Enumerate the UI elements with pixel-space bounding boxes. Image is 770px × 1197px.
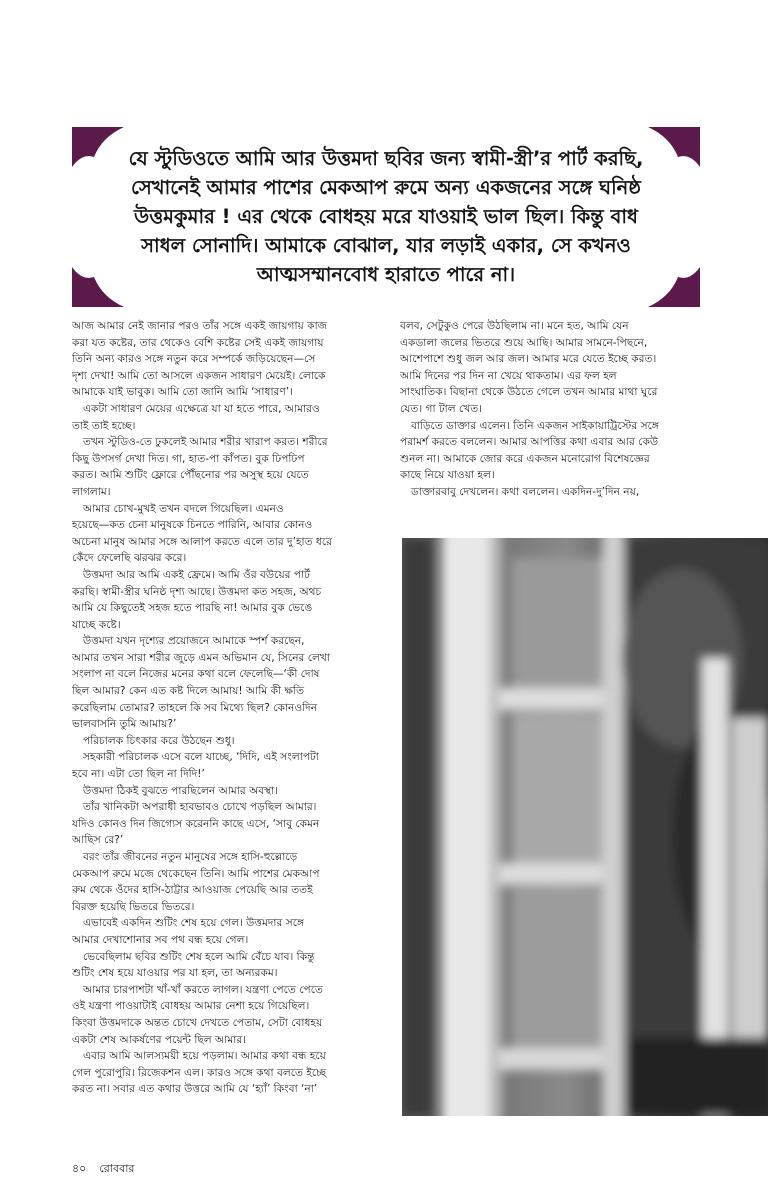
article-text-line: ভালবাসনি তুমি আমায়?’ [72,718,177,731]
article-text-line: ওই যন্ত্রণা পাওয়াটাই বোধহয় আমার নেশা হয়ে গিয়েছিল। [72,1000,310,1013]
article-text-line: আমার চারপাশটা খাঁ-খাঁ করতে লাগল। যন্ত্রণা পেতে পেতে [83,983,323,996]
article-text-line: আমার দেখাশোনার সব পথ বন্ধ হয়ে গেল। [72,933,249,946]
article-text-line: ভেবেছিলাম ছবির শুটিং শেষ হলে আমি বেঁচে যাব। কিন্তু [83,950,315,963]
article-text-line: তিনি অন্য কারও সঙ্গে নতুন করে সম্পর্কে জড়িয়েছেন—সে [72,353,316,366]
article-text-line: অচেনা মানুষ আমার সঙ্গে আলাপ করতে এলে তার দু’হাত ধরে [72,535,332,548]
article-text-line: পরিচালক চিৎকার করে উঠছেন শুধু। [83,734,235,747]
page-footer [72,1160,135,1179]
article-text-line: উত্তমদা যখন দৃশ্যের প্রয়োজনে আমাকে স্পর্শ করছেন, [83,635,305,648]
article-text-line: রুম থেকে ওঁদের হাসি-ঠাট্টার আওয়াজ পেয়েছি আর ততই [72,884,313,897]
article-text-line: করা যত কষ্টের, তার থেকেও বেশি কষ্টের সেই একই জায়গায় [72,336,324,349]
article-text-line: করত। আমি শুটিং ফ্লোরে পৌঁছনোর পর অসুস্থ হয়ে যেতে [72,469,309,482]
pull-quote-line: যে স্টুডিওতে আমি আর উত্তমদা ছবির জন্য স্বামী-স্ত্রী’র পার্ট করছি, [128,147,644,170]
article-text-line: আমাকে যাই ভাবুক। আমি তো জানি আমি ‘সাধারণ’। [72,386,293,399]
pull-quote-line: সাধল সোনাদি। আমাকে বোঝাল, যার লড়াই একার, সে কখনও [141,234,631,257]
article-text-line: সাংঘাতিক। বিছানা থেকে উঠতে গেলে তখন আমার মাথা ঘুরে [400,386,658,399]
article-text-line: তখন স্টুডিও-তে ঢুকলেই আমার শরীর খারাপ করত। শরীরে [83,436,328,449]
article-text-line: আজ আমার নেই জানার পরও তাঁর সঙ্গে একই জায়গায় কাজ [72,320,328,332]
article-column-left [72,318,392,1098]
article-text-line: হয়েছে—কত চেনা মানুষকে চিনতে পারিনি, আবার কোনও [72,519,313,532]
article-text-line: তাঁর খানিকটা অপরাধী হাবভাবও চোখে পড়ছিল আমার। [83,801,317,814]
article-text-line: আমার তখন সারা শরীর জুড়ে এমন অভিমান যে, সিনের লেখা [72,651,330,664]
article-text-line: পরামর্শ করতে বললেন। আমার আপত্তির কথা এবার আর কেউ [400,436,659,449]
article-text-line: কিংবা উত্তমদাকে অন্তত চোখে দেখতে পেতাম, সেটা বোধহয় [72,1016,323,1029]
article-text-line: গেল পুরোপুরি। রিজেকশন এল। কারও সঙ্গে কথা বলতে ইচ্ছে [72,1066,327,1079]
article-text-line: এভাবেই একদিন শুটিং শেষ হয়ে গেল। উত্তমদার সঙ্গে [83,917,304,930]
pull-quote-line: আত্মসম্মানবোধ হারাতে পারে না। [256,263,516,286]
page-number: ৪০ [72,1162,87,1175]
article-text-line: সংলাপ না বলে নিজের মনের কথা বলে ফেলেছি—‘কী দোষ [72,668,320,681]
article-text-line: আছিস রে?’ [72,834,124,847]
article-text-line: বলব, সেটুকুও পেরে উঠছিলাম না। মনে হত, আমি যেন [400,320,629,332]
article-text-line: একটা সাধারণ মেয়ের এক্ষেত্রে যা যা হতে পারে, আমারও [83,402,320,415]
article-text-line: বরং তাঁর জীবনের নতুন মানুষের সঙ্গে হাসি-হুল্লোড়ে [83,851,298,863]
article-text-line: বাড়িতে ডাক্তার এলেন। তিনি একজন সাইকায়াট্রিস্টের সঙ্গে [411,419,659,432]
article-text-line: ছিল আমার? কেন এত কষ্ট দিলে আমায়! আমি কী ক্ষতি [72,685,305,698]
article-text-line: শুনল না। আমাকে জোর করে একজন মনোরোগ বিশেষজ্ঞের [400,452,650,465]
article-text-line: উত্তমদা আর আমি একই ফ্রেমে। আমি ওঁর বউয়ের পার্ট [83,568,310,581]
article-text-line: করেছিলাম তোমার? তাহলে কি সব মিথ্যে ছিল? কোনওদিন [72,701,318,714]
article-text-line: আমি দিনের পর দিন না খেয়ে থাকতাম। এর ফল হল [400,369,617,382]
article-text-line: উত্তমদা ঠিকই বুঝতে পারছিলেন আমার অবস্থা। [83,784,279,797]
article-text-line: করছি। স্বামী-স্ত্রীর ঘনিষ্ঠ দৃশ্য আছে। উত্তমদা কত সহজ, অথচ [72,585,322,598]
article-text-line: যাচ্ছে কষ্টে। [72,618,121,631]
article-text-line: মেকআপ রুমে মজে থেকেছেন তিনি। আমি পাশের মেকআপ [72,867,320,880]
article-text-line: তাই তাই হচ্ছে। [72,419,136,432]
article-text-line: শুটিং শেষ হয়ে যাওয়ার পর যা হল, তা অন্যরকম। [72,967,278,980]
article-text-line: করত না। সবার এত কথার উত্তরে আমি যে ‘হ্যাঁ’ কিংবা ‘না’ [72,1083,318,1096]
article-text-line: কাছে নিয়ে যাওয়া হল। [400,469,495,482]
pull-quote-line: সেখানেই আমার পাশের মেকআপ রুমে অন্য একজনের সঙ্গে ঘনিষ্ঠ [130,176,642,199]
article-text-line: একডালা জলের ভিতরে শুয়ে আছি। আমার সামনে-পিছনে, [400,336,648,349]
article-text-line: দৃশ্য দেখা! আমি তো আসলে একজন সাধারণ মেয়েই। লোকে [72,369,326,382]
article-text-line: একটা শেষ আকর্ষণের পয়েন্ট ছিল আমার। [72,1033,246,1046]
article-text-line: আশেপাশে শুধু জল আর জল। আমার মরে যেতে ইচ্ছে করত। [400,353,657,366]
article-text-line: বিরক্ত হয়েছি ভিতরে ভিতরে। [72,900,195,913]
article-text-line: লাগলাম। [72,485,111,498]
article-photo [402,538,768,1116]
article-text-line: কিছু উপসর্গ দেখা দিত। গা, হাত-পা কাঁপত। বুক ঢিপঢিপ [72,452,305,465]
article-column-right [400,318,700,501]
article-text-line: সহকারী পরিচালক এসে বলে যাচ্ছে, ‘দিদি, এই সংলাপটা [83,751,319,764]
pull-quote [72,127,700,307]
article-text-line: আমার চোখ-মুখই তখন বদলে গিয়েছিল। এমনও [83,502,284,515]
article-text-line: আমি যে কিছুতেই সহজ হতে পারছি না! আমার বুক ভেঙে [72,602,313,615]
article-text-line: ডাক্তারবাবু দেখলেন। কথা বললেন। একদিন-দু’দিন নয়, [411,485,640,498]
pull-quote-line: উত্তমকুমার ! এর থেকে বোধহয় মরে যাওয়াই ভাল ছিল। কিন্তু বাধ [134,205,638,228]
section-name: রোববার [99,1162,135,1175]
article-text-line: কেঁদে ফেলেছি ঝরঝর করে। [72,552,187,565]
article-text-line: এবার আমি আলস্যময়ী হয়ে পড়লাম। আমার কথা বন্ধ হয়ে [83,1050,326,1063]
article-text-line: হবে না। এটা তো ছিল না দিদি!’ [72,768,205,781]
window-photo-image [402,538,768,1116]
article-text-line: যদিও কোনও দিন জিগ্যেস করেননি কাছে এসে, ‘সাবু কেমন [72,817,320,830]
article-text-line: যেত। গা টাল খেত। [400,402,482,415]
